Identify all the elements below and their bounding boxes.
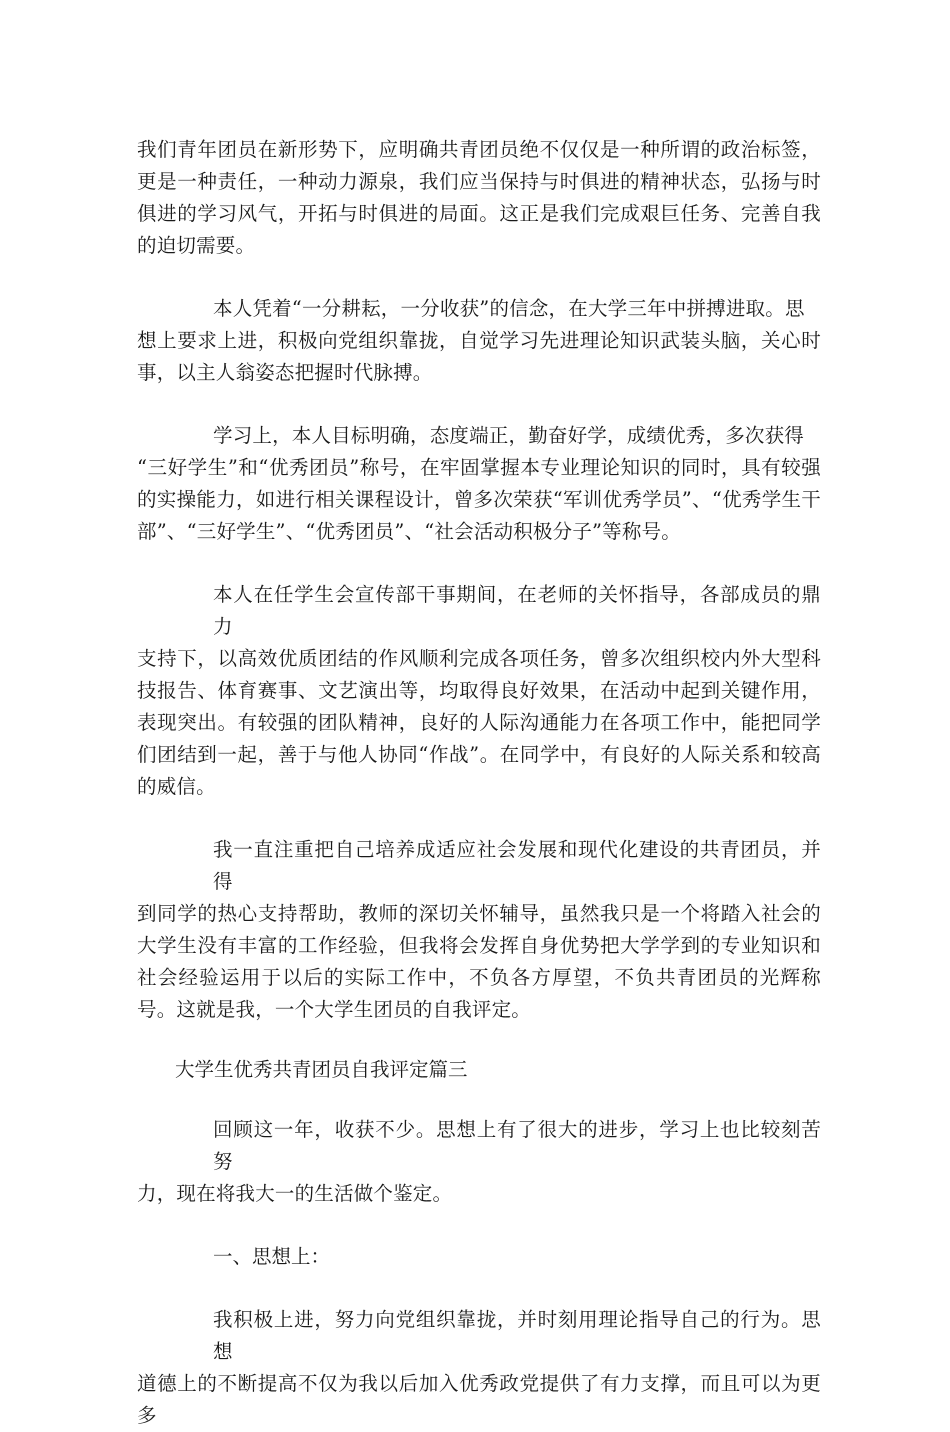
subsection-label: 一、思想上：: [213, 1245, 331, 1268]
paragraph-7-rest: 道德上的不断提高不仅为我以后加入优秀政党提供了有力支撑，而且可以为更多: [137, 1372, 821, 1427]
paragraph-7: [137, 1304, 821, 1432]
paragraph-3: [137, 420, 821, 548]
paragraph-4-first-line: 本人在任学生会宣传部干事期间，在老师的关怀指导，各部成员的鼎力: [213, 583, 821, 638]
paragraph-2-rest: 想上要求上进，积极向党组织靠拢，自觉学习先进理论知识武装头脑，关心时事，以主人翁姿态把握时代脉搏。: [137, 329, 821, 384]
paragraph-2: [137, 293, 821, 389]
paragraph-3-rest: “三好学生”和“优秀团员”称号，在牢固掌握本专业理论知识的同时，具有较强的实操能力，如进行相关课程设计，曾多次荣获“军训优秀学员”、“优秀学生干部”、“三好学生”、“优秀团员”、“社会活动积极分子”等称号。: [137, 456, 821, 543]
paragraph-7-first-line: 我积极上进，努力向党组织靠拢，并时刻用理论指导自己的行为。思想: [213, 1308, 821, 1363]
paragraph-5: [137, 834, 821, 1026]
document-page: [137, 134, 821, 1432]
paragraph-6-first-line: 回顾这一年，收获不少。思想上有了很大的进步，学习上也比较刻苦努: [213, 1118, 821, 1173]
paragraph-5-rest: 到同学的热心支持帮助，教师的深切关怀辅导，虽然我只是一个将踏入社会的大学生没有丰富的工作经验，但我将会发挥自身优势把大学学到的专业知识和社会经验运用于以后的实际工作中，不负各方厚望，不负共青团员的光辉称号。这就是我，一个大学生团员的自我评定。: [137, 902, 821, 1021]
paragraph-1: 我们青年团员在新形势下，应明确共青团员绝不仅仅是一种所谓的政治标签，更是一种责任，一种动力源泉，我们应当保持与时俱进的精神状态，弘扬与时俱进的学习风气，开拓与时俱进的局面。这正是我们完成艰巨任务、完善自我的迫切需要。: [137, 138, 821, 257]
paragraph-4: [137, 579, 821, 803]
paragraph-5-first-line: 我一直注重把自己培养成适应社会发展和现代化建设的共青团员，并得: [213, 838, 821, 893]
paragraph-3-first-line: 学习上，本人目标明确，态度端正，勤奋好学，成绩优秀，多次获得: [213, 424, 805, 447]
section-heading: 大学生优秀共青团员自我评定篇三: [175, 1058, 468, 1081]
paragraph-2-first-line: 本人凭着“一分耕耘，一分收获”的信念，在大学三年中拼搏进取。思: [213, 297, 805, 320]
paragraph-4-rest: 支持下，以高效优质团结的作风顺利完成各项任务，曾多次组织校内外大型科技报告、体育赛事、文艺演出等，均取得良好效果，在活动中起到关键作用，表现突出。有较强的团队精神，良好的人际沟通能力在各项工作中，能把同学们团结到一起，善于与他人协同“作战”。在同学中，有良好的人际关系和较高的威信。: [137, 647, 821, 798]
paragraph-6-rest: 力，现在将我大一的生活做个鉴定。: [137, 1182, 453, 1205]
paragraph-6: [137, 1114, 821, 1210]
